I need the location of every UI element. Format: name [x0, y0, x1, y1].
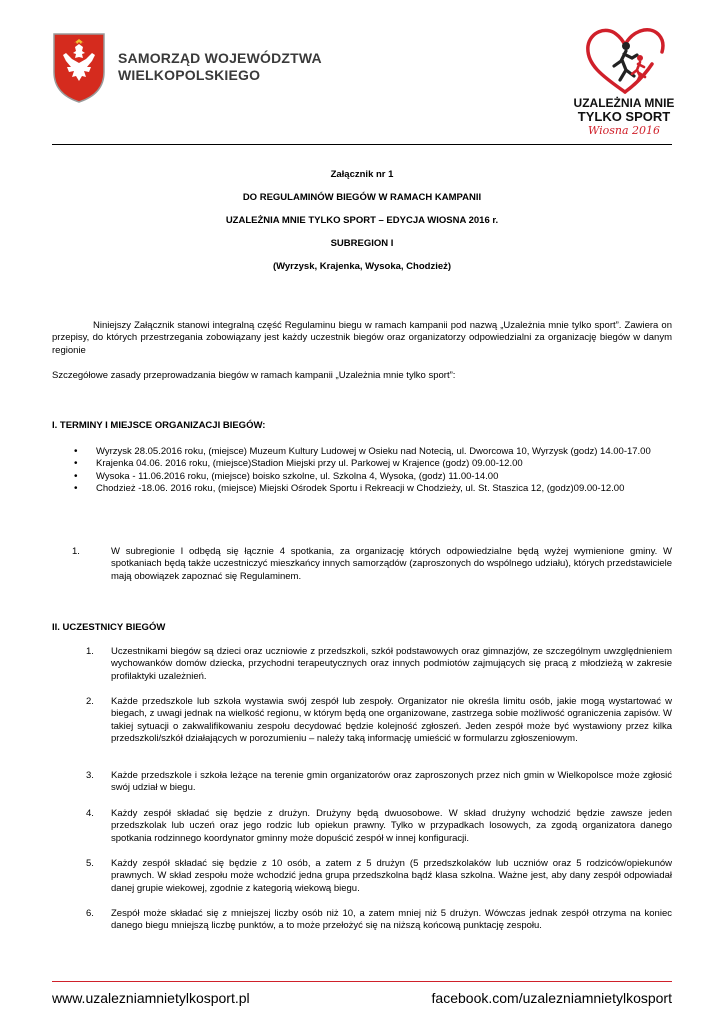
list-item: • Krajenka 04.06. 2016 roku, (miejsce)Stadion Miejski przy ul. Parkowej w Krajence (godz) 09.00-12.00 [52, 458, 672, 470]
campaign-logo [572, 24, 682, 136]
item-number: 2. [86, 696, 94, 707]
footer-divider [52, 981, 672, 982]
intro-paragraph: Niniejszy Załącznik stanowi integralną część Regulaminu biegu w ramach kampanii pod nazwą „Uzależnia mnie tylko sport”. Zawiera on przepisy, do których przestrzegania zobowiązany jest każdy uczestnik biegów oraz organizatorzy odpowiedzialni za organizację biegów w danym regionie [52, 320, 672, 356]
website-link[interactable]: www.uzalezniamnietylkosport.pl [52, 990, 250, 1006]
item-number: 5. [86, 858, 94, 869]
list-item: • Chodzież -18.06. 2016 roku, (miejsce) Miejski Ośrodek Sportu i Rekreacji w Chodzieży, ul. St. Staszica 12, (godz)09.00-12.00 [52, 483, 672, 495]
item-text: Każde przedszkole lub szkoła wystawia swój zespół lub zespoły. Organizator nie określa limitu osób, jakie mogą wystartować w biegach, z uwagi jednak na wielkość regionu, w którym będą one organizowane, zastrzega sobie możliwość ograniczenia zapisów. W takiej sytuacji o zakwalifikowaniu zespołu decydować będzie kolejność zgłoszeń. Jeden zespół może być wystawiony przez kilka przedszkoli/szkół działających w porozumieniu – należy taką informację umieścić w formularzu zgłoszeniowym. [111, 696, 672, 745]
region-logo [52, 32, 322, 104]
heart-runner-icon [582, 24, 668, 96]
regulations-title: DO REGULAMINÓW BIEGÓW W RAMACH KAMPANII [242, 192, 482, 203]
org-name [118, 50, 322, 84]
crest-icon [52, 32, 106, 104]
header-divider [52, 144, 672, 145]
campaign-name-line1: UZALEŻNIA MNIE [573, 96, 675, 110]
item-number: 4. [86, 808, 94, 819]
item-text: Każde przedszkole i szkoła leżące na terenie gmin organizatorów oraz zaproszonych przez nich gmin w Wielkopolsce może zgłosić swój udział w biegu. [111, 770, 672, 794]
subregion-towns: (Wyrzysk, Krajenka, Wysoka, Chodzież) [272, 261, 452, 272]
item-number: 3. [86, 770, 94, 781]
section1-heading: I. TERMINY I MIEJSCE ORGANIZACJI BIEGÓW: [52, 420, 266, 431]
item-number: 1. [72, 546, 80, 557]
campaign-edition-title: UZALEŻNIA MNIE TYLKO SPORT – EDYCJA WIOSNA 2016 r. [225, 215, 499, 226]
list-item: • Wysoka - 11.06.2016 roku, (miejsce) boisko szkolne, ul. Szkolna 4, Wysoka, (godz) 11.00-14.00 [52, 471, 672, 483]
org-name-line2: WIELKOPOLSKIEGO [118, 67, 261, 83]
item-text: Zespół może składać się z mniejszej liczby osób niż 10, a zatem mniej niż 5 drużyn. Wówczas jednak zespół otrzyma na koniec danego biegu mniejszą liczbę punktów, a to może przełożyć się na niższą końcową punktację zespołu. [111, 908, 672, 932]
document-titles [52, 168, 672, 283]
event-schedule-list [52, 446, 672, 496]
item-text: Każdy zespół składać się będzie z 10 osób, a zatem z 5 drużyn (5 przedszkolaków lub uczniów oraz 5 rodziców/opiekunów prawnych. W skład zespołu może wchodzić jedna grupa przedszkolna bądź klasa szkolna. Ważne jest, aby dany zespół odpowiadał danej grupie wiekowej, zgodnie z kategorią wiekową biegu. [111, 858, 672, 894]
item-number: 6. [86, 908, 94, 919]
campaign-season: Wiosna 2016 [587, 124, 661, 137]
item-text: W subregionie I odbędą się łącznie 4 spotkania, za organizację których odpowiedzialne będą wyżej wymienione gminy. W spotkaniach będą także uczestniczyć mieszkańcy innych samorządów (zaproszonych do wspólnego udziału), których przedstawiciele mają obowiązek zapoznać się Regulaminem. [111, 546, 672, 582]
list-item: • Wyrzysk 28.05.2016 roku, (miejsce) Muzeum Kultury Ludowej w Osieku nad Notecią, ul. Dworcowa 10, Wyrzysk (godz) 14.00-17.00 [52, 446, 672, 458]
item-number: 1. [86, 646, 94, 657]
annex-title: Załącznik nr 1 [330, 169, 394, 180]
item-text: Uczestnikami biegów są dzieci oraz uczniowie z przedszkoli, szkół podstawowych oraz gimnazjów, ze szczególnym uwzględnieniem wychowanków domów dziecka, przychodni terapeutycznych oraz innych podmiotów zajmujących się pracą z młodzieżą w zakresie profilaktyki uzależnień. [111, 646, 672, 682]
item-text: Każdy zespół składać się będzie z drużyn. Drużyny będą dwuosobowe. W skład drużyny wchodzić będzie zawsze jeden przedszkolak lub uczeń oraz jego rodzic lub opiekun prawny. Tylko w przypadkach losowych, za zgodą organizatora danego spotkania rodzinnego koordynator gminny może dopuścić zespół w innej konfiguracji. [111, 808, 672, 844]
details-line: Szczegółowe zasady przeprowadzania biegów w ramach kampanii „Uzależnia mnie tylko sport”: [52, 370, 456, 381]
facebook-link[interactable]: facebook.com/uzalezniamnietylkosport [431, 990, 672, 1006]
campaign-name-line2: TYLKO SPORT [577, 109, 671, 124]
subregion-title: SUBREGION I [330, 238, 394, 249]
section2-heading: II. UCZESTNICY BIEGÓW [52, 622, 166, 633]
org-name-line1: SAMORZĄD WOJEWÓDZTWA [118, 50, 322, 66]
